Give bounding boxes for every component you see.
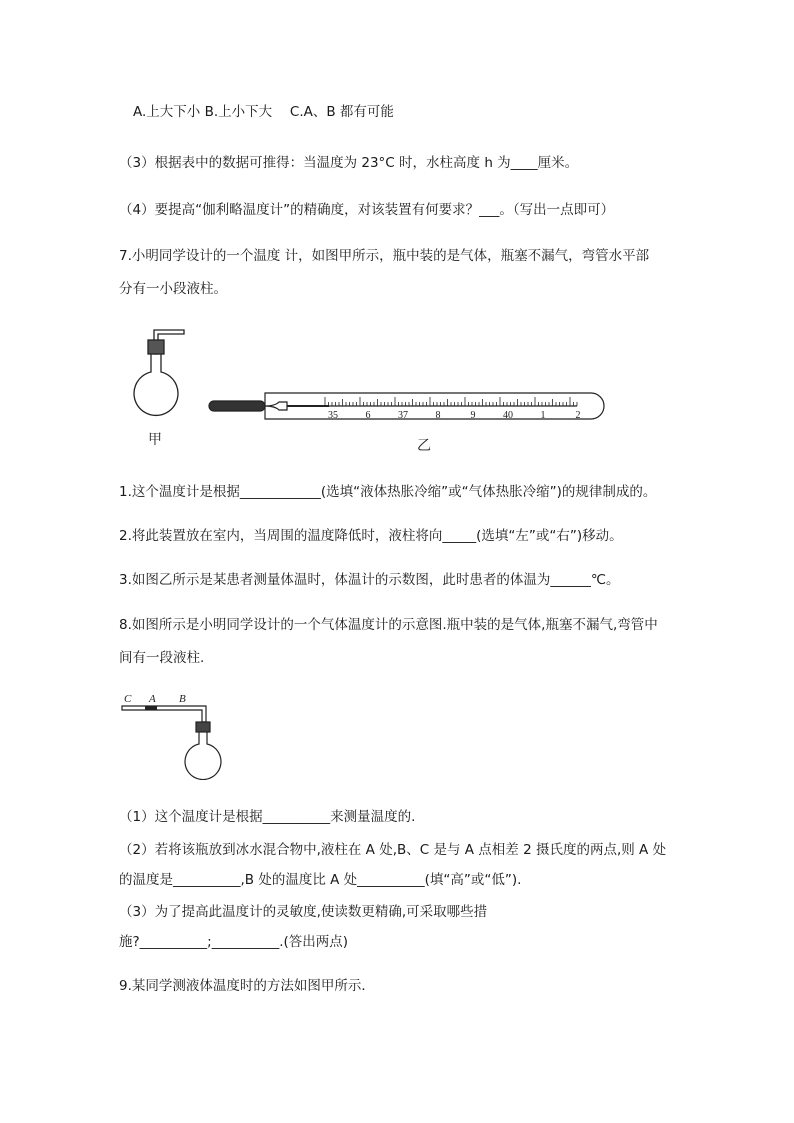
scale-label: 37 — [398, 410, 408, 421]
q8-stem-cont: 间有一段液柱. — [119, 650, 205, 666]
q8-part2: （2）若将该瓶放到冰水混合物中,液柱在 A 处,B、C 是与 A 点相差 2 摄氏度的两点,则 A 处 — [119, 842, 667, 858]
label-c: C — [124, 693, 132, 705]
label-b: B — [179, 693, 186, 705]
label-jia: 甲 — [148, 433, 162, 448]
q8-part3-cont: 施?__________;__________.(答出两点) — [119, 934, 349, 950]
q9-stem: 9.某同学测液体温度时的方法如图甲所示． — [119, 978, 375, 994]
q8-part1: （1）这个温度计是根据__________来测量温度的. — [119, 809, 416, 825]
label-yi: 乙 — [417, 439, 431, 454]
q8-part2-cont: 的温度是__________,B 处的温度比 A 处__________(填“高”或“低”). — [119, 872, 522, 888]
q6-options: A.上大下小 B.上小下大 C.A、B 都有可能 — [133, 104, 394, 120]
q6-part4: （4）要提高“伽利略温度计”的精确度，对该装置有何要求？___。（写出一点即可） — [119, 202, 615, 218]
thermometer-figure-yi — [205, 384, 605, 456]
q7-stem: 7.小明同学设计的一个温度 计，如图甲所示，瓶中装的是气体，瓶塞不漏气，弯管水平部 — [119, 248, 650, 264]
q7-part3: 3.如图乙所示是某患者测量体温时，体温计的示数图，此时患者的体温为______℃。 — [119, 572, 620, 588]
scale-label: 6 — [365, 410, 371, 421]
scale-label: 40 — [503, 410, 513, 421]
scale-label: 35 — [328, 410, 338, 421]
flask-figure-jia — [118, 320, 198, 450]
gas-thermometer-figure — [118, 690, 228, 780]
q7-stem-cont: 分有一小段液柱。 — [119, 281, 227, 297]
scale-label: 9 — [470, 410, 476, 421]
scale-label: 1 — [540, 410, 546, 421]
q6-part3: （3）根据表中的数据可推得：当温度为 23°C 时，水柱高度 h 为____厘米。 — [119, 155, 579, 171]
q8-stem: 8.如图所示是小明同学设计的一个气体温度计的示意图.瓶中装的是气体,瓶塞不漏气,弯管中 — [119, 617, 658, 633]
scale-label: 2 — [575, 410, 581, 421]
scale-label: 8 — [435, 410, 441, 421]
label-a: A — [149, 693, 156, 705]
q7-part1: 1.这个温度计是根据____________(选填“液体热胀冷缩”或“气体热胀冷缩”)的规律制成的。 — [119, 484, 657, 500]
q7-part2: 2.将此装置放在室内，当周围的温度降低时，液柱将向_____(选填“左”或“右”)移动。 — [119, 528, 623, 544]
q8-part3: （3）为了提高此温度计的灵敏度,使读数更精确,可采取哪些措 — [119, 904, 488, 920]
